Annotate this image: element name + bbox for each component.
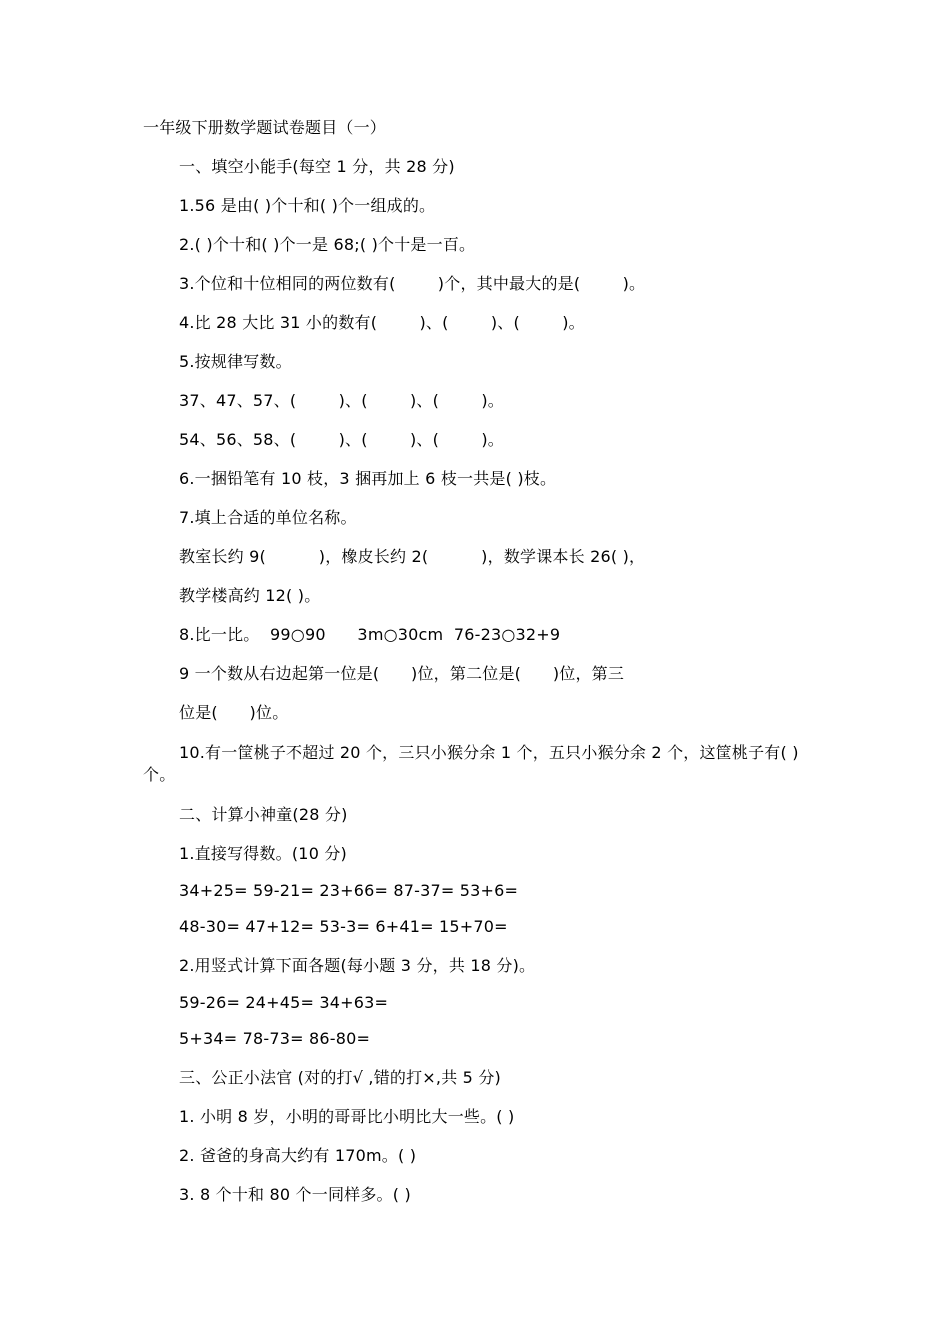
question-7-row-a: 教室长约 9( )，橡皮长约 2( )，数学课本长 26( )， — [179, 547, 646, 566]
question-5: 5.按规律写数。 — [179, 352, 292, 371]
vertical-calc-row-2: 5+34= 78-73= 86-80= — [179, 1029, 371, 1048]
question-10: 10.有一筐桃子不超过 20 个，三只小猴分余 1 个，五只小猴分余 2 个，这筐桃子有( )个。 — [143, 743, 799, 784]
question-9-line-2: 位是( )位。 — [179, 703, 289, 722]
question-3: 3.个位和十位相同的两位数有( )个，其中最大的是( )。 — [179, 274, 646, 293]
judge-1: 1. 小明 8 岁，小明的哥哥比小明比大一些。( ) — [179, 1107, 515, 1126]
vertical-calc-row-1: 59-26= 24+45= 34+63= — [179, 993, 389, 1012]
question-7-row-b: 教学楼高约 12( )。 — [179, 586, 321, 605]
calc-row-1: 34+25= 59-21= 23+66= 87-37= 53+6= — [179, 881, 519, 900]
question-4: 4.比 28 大比 31 小的数有( )、( )、( )。 — [179, 313, 585, 332]
question-8: 8.比一比。 99○90 3m○30cm 76-23○32+9 — [179, 625, 561, 644]
section-1-heading: 一、填空小能手(每空 1 分，共 28 分) — [179, 157, 455, 176]
calc-part-2: 2.用竖式计算下面各题(每小题 3 分，共 18 分)。 — [179, 956, 536, 975]
question-7: 7.填上合适的单位名称。 — [179, 508, 357, 527]
question-1: 1.56 是由( )个十和( )个一组成的。 — [179, 196, 436, 215]
judge-2: 2. 爸爸的身高大约有 170m。( ) — [179, 1146, 417, 1165]
calc-row-2: 48-30= 47+12= 53-3= 6+41= 15+70= — [179, 917, 508, 936]
calc-part-1: 1.直接写得数。(10 分) — [179, 844, 347, 863]
question-5-row-b: 54、56、58、( )、( )、( )。 — [179, 430, 504, 449]
question-2: 2.( )个十和( )个一是 68;( )个十是一百。 — [179, 235, 476, 254]
question-6: 6.一捆铅笔有 10 枝，3 捆再加上 6 枝一共是( )枝。 — [179, 469, 557, 488]
judge-3: 3. 8 个十和 80 个一同样多。( ) — [179, 1185, 411, 1204]
section-2-heading: 二、计算小神童(28 分) — [179, 805, 348, 824]
question-9-line-1: 9 一个数从右边起第一位是( )位，第二位是( )位，第三 — [179, 664, 625, 683]
section-3-heading: 三、公正小法官 (对的打√ ,错的打×,共 5 分) — [179, 1068, 501, 1087]
page-title: 一年级下册数学题试卷题目（一） — [143, 118, 387, 137]
question-5-row-a: 37、47、57、( )、( )、( )。 — [179, 391, 504, 410]
